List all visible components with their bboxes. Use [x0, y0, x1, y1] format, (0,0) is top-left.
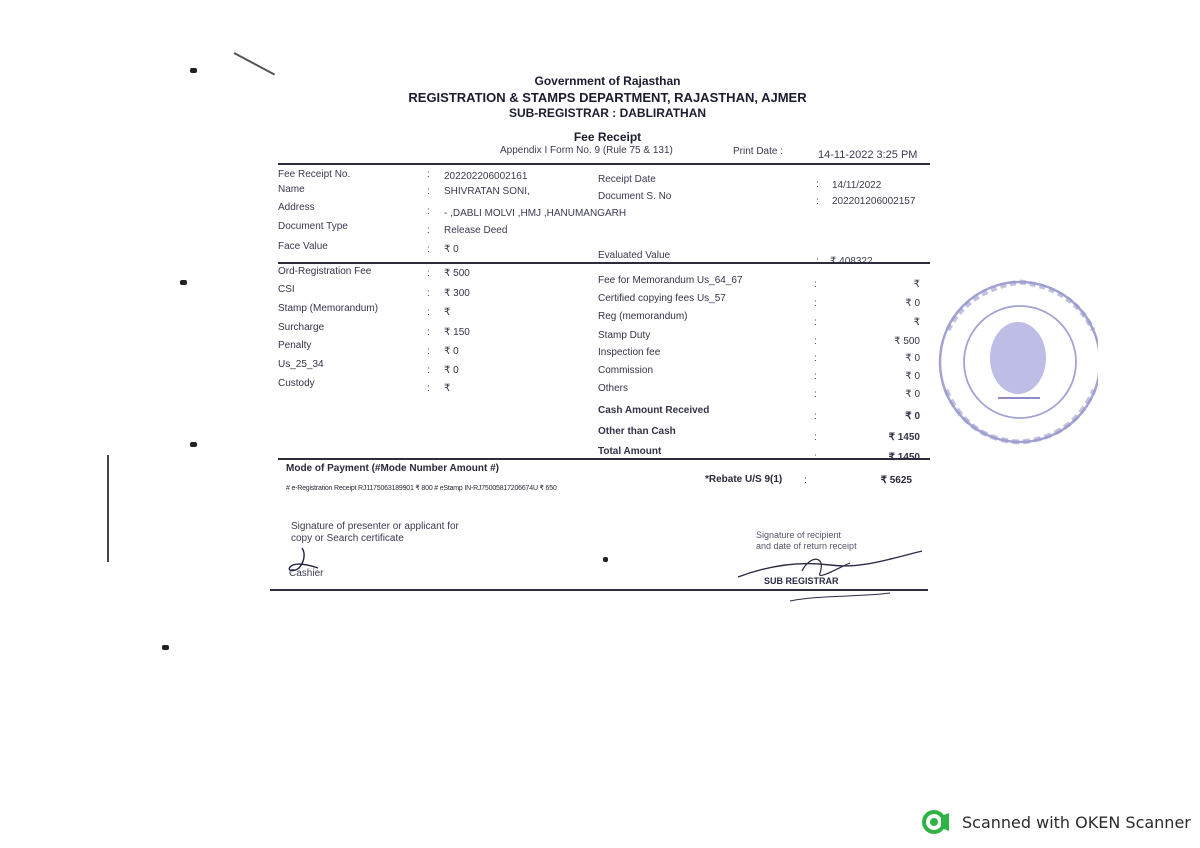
scan-speck [162, 645, 169, 650]
left-fee-value: ₹ 0 [444, 365, 459, 376]
colon: : [427, 383, 430, 394]
cashier-label: Cashier [289, 568, 324, 579]
document-sno-label: Document S. No [598, 191, 672, 202]
colon: : [427, 169, 430, 180]
right-fee-label: Other than Cash [598, 426, 676, 437]
scan-speck [180, 280, 187, 285]
mode-of-payment-label: Mode of Payment (#Mode Number Amount #) [286, 463, 499, 474]
colon: : [814, 353, 817, 364]
doc-type-label: Document Type [278, 221, 348, 232]
scanner-text: Scanned with OKEN Scanner [962, 812, 1191, 832]
scan-speck [603, 557, 608, 562]
colon: : [427, 327, 430, 338]
colon: : [816, 196, 819, 207]
recipient-signature [730, 545, 930, 605]
left-fee-value: ₹ 150 [444, 327, 470, 338]
address: - ,DABLI MOLVI ,HMJ ,HANUMANGARH [444, 208, 627, 219]
applicant-name: SHIVRATAN SONI, [444, 186, 530, 197]
colon: : [804, 475, 807, 486]
doc-type: Release Deed [444, 225, 508, 236]
left-fee-value: ₹ [444, 383, 451, 394]
colon: : [427, 365, 430, 376]
rebate-value: ₹ 5625 [880, 475, 912, 486]
left-fee-label: Stamp (Memorandum) [278, 303, 379, 314]
rebate-label: *Rebate U/S 9(1) [705, 474, 783, 485]
colon: : [427, 186, 430, 197]
evaluated-value-label: Evaluated Value [598, 250, 671, 261]
dept-heading: REGISTRATION & STAMPS DEPARTMENT, RAJASTHAN, AJMER [408, 90, 807, 105]
fee-receipt-no: 202202206002161 [444, 171, 528, 182]
right-fee-label: Cash Amount Received [598, 405, 710, 416]
right-fee-value: ₹ 0 [905, 353, 920, 364]
document-sno: 202201206002157 [832, 196, 916, 207]
right-fee-label: Commission [598, 365, 654, 376]
face-value: ₹ 0 [444, 244, 459, 255]
mid-rule [278, 262, 930, 264]
receipt-date: 14/11/2022 [832, 180, 882, 191]
colon: : [814, 432, 817, 443]
colon: : [427, 225, 430, 236]
colon: : [427, 244, 430, 255]
payment-rule [278, 458, 930, 460]
top-rule [278, 163, 930, 165]
receipt-date-label: Receipt Date [598, 174, 656, 185]
colon: : [427, 268, 430, 279]
right-fee-value: ₹ 0 [905, 371, 920, 382]
colon: : [427, 206, 430, 217]
recipient-signature-label-2: and date of return receipt [756, 541, 857, 551]
right-fee-label: Reg (memorandum) [598, 311, 688, 322]
address-label: Address [278, 202, 315, 213]
left-fee-value: ₹ 300 [444, 288, 470, 299]
right-fee-value: ₹ 1450 [888, 432, 920, 443]
appendix-text: Appendix I Form No. 9 (Rule 75 & 131) [500, 145, 673, 156]
left-fee-value: ₹ [444, 307, 451, 318]
right-fee-value: ₹ [913, 279, 920, 290]
right-fee-label: Fee for Memorandum Us_64_67 [598, 275, 743, 286]
left-fee-value: ₹ 500 [444, 268, 470, 279]
left-fee-label: Custody [278, 378, 315, 389]
left-fee-value: ₹ 0 [444, 346, 459, 357]
right-fee-value: ₹ 0 [905, 411, 920, 422]
colon: : [814, 336, 817, 347]
govt-heading: Government of Rajasthan [534, 74, 681, 88]
recipient-signature-label: Signature of recipient [756, 530, 842, 540]
sub-registrar-stamp: SUB REGISTRAR [764, 576, 839, 586]
colon: : [816, 179, 819, 190]
left-fee-label: CSI [278, 284, 295, 295]
left-fee-label: Ord-Registration Fee [278, 266, 372, 277]
receipt-title: Fee Receipt [573, 130, 642, 144]
face-value-label: Face Value [278, 241, 328, 252]
right-fee-value: ₹ 500 [894, 336, 920, 347]
fee-receipt-no-label: Fee Receipt No. [278, 169, 351, 180]
payment-details: # e-Registration Receipt RJ1175063189901 ₹ 800 # eStamp IN-RJ75005817206674U ₹ 650 [286, 485, 557, 492]
presenter-signature-label: Signature of presenter or applicant for [291, 521, 459, 532]
bottom-rule [270, 589, 928, 591]
page-edge [107, 455, 109, 562]
scanner-watermark [922, 810, 1191, 834]
scan-speck [190, 68, 197, 73]
office-heading: SUB-REGISTRAR : DABLIRATHAN [508, 106, 707, 120]
presenter-signature-label-2: copy or Search certificate [291, 533, 404, 544]
colon: : [814, 371, 817, 382]
right-fee-value: ₹ 0 [905, 298, 920, 309]
colon: : [814, 298, 817, 309]
right-fee-value: ₹ 0 [905, 389, 920, 400]
right-fee-label: Certified copying fees Us_57 [598, 293, 726, 304]
oken-logo-icon [922, 810, 952, 834]
left-fee-label: Us_25_34 [278, 359, 324, 370]
colon: : [427, 288, 430, 299]
right-fee-value: ₹ [913, 317, 920, 328]
colon: : [814, 389, 817, 400]
right-fee-label: Stamp Duty [598, 330, 651, 341]
pen-stroke [234, 52, 276, 75]
scan-speck [190, 442, 197, 447]
print-date: 14-11-2022 3:25 PM [818, 149, 918, 161]
colon: : [814, 317, 817, 328]
name-label: Name [278, 184, 305, 195]
right-fee-label: Inspection fee [598, 347, 661, 358]
print-date-label: Print Date : [733, 146, 784, 157]
colon: : [427, 346, 430, 357]
left-fee-label: Penalty [278, 340, 312, 351]
total-amount-label: Total Amount [598, 446, 662, 457]
colon: : [814, 279, 817, 290]
official-seal-icon [928, 270, 1098, 455]
colon: : [814, 411, 817, 422]
colon: : [427, 307, 430, 318]
left-fee-label: Surcharge [278, 322, 325, 333]
right-fee-label: Others [598, 383, 629, 394]
